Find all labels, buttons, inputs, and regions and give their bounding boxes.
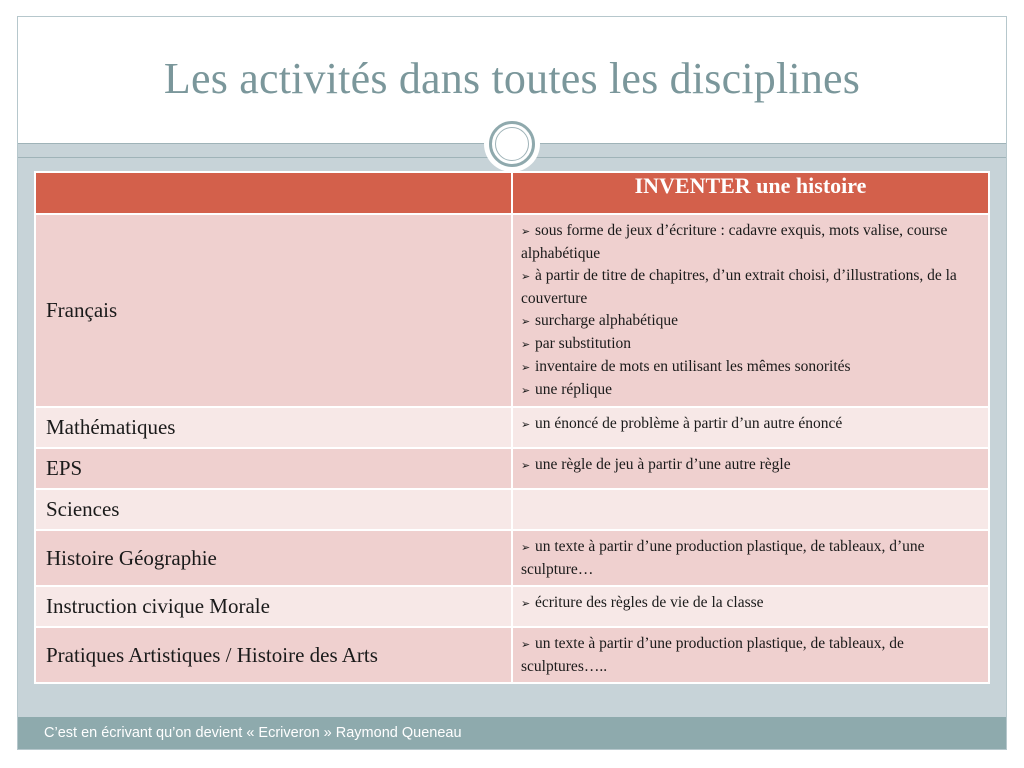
arrow-bullet-icon: ➢	[521, 315, 531, 328]
activity-text: sous forme de jeux d’écriture : cadavre exquis, mots valise, course alphabétique	[521, 222, 948, 262]
arrow-bullet-icon: ➢	[521, 418, 531, 431]
list-item	[521, 333, 980, 356]
activity-text: inventaire de mots en utilisant les mêmes sonorités	[535, 358, 851, 375]
activity-text: un texte à partir d’une production plastique, de tableaux, d’une sculpture…	[521, 538, 925, 578]
table-row	[35, 586, 989, 627]
subject-cell: Mathématiques	[35, 407, 512, 448]
footer-bar	[18, 717, 1006, 749]
activity-text: à partir de titre de chapitres, d’un extrait choisi, d’illustrations, de la couverture	[521, 267, 957, 307]
list-item	[521, 536, 980, 581]
activity-cell	[512, 627, 989, 683]
activity-text: surcharge alphabétique	[535, 312, 679, 329]
subject-cell: Instruction civique Morale	[35, 586, 512, 627]
list-item	[521, 265, 980, 310]
arrow-bullet-icon: ➢	[521, 225, 531, 238]
activity-cell	[512, 489, 989, 530]
list-item	[521, 310, 980, 333]
arrow-bullet-icon: ➢	[521, 597, 531, 610]
activity-text: écriture des règles de vie de la classe	[535, 594, 764, 611]
activity-text: par substitution	[535, 335, 632, 352]
activity-list	[521, 592, 980, 615]
footer-quote: C’est en écrivant qu’on devient « Ecriveron » Raymond Queneau	[44, 725, 462, 741]
arrow-bullet-icon: ➢	[521, 384, 531, 397]
table-row	[35, 489, 989, 530]
activity-text: une règle de jeu à partir d’une autre règle	[535, 456, 791, 473]
list-item	[521, 592, 980, 615]
slide	[17, 16, 1007, 750]
subject-cell: Sciences	[35, 489, 512, 530]
list-item	[521, 633, 980, 678]
activity-cell	[512, 530, 989, 586]
arrow-bullet-icon: ➢	[521, 638, 531, 651]
table-header-row	[35, 172, 989, 214]
list-item	[521, 454, 980, 477]
activity-list	[521, 220, 980, 402]
table-body	[35, 214, 989, 683]
activity-text: une réplique	[535, 381, 613, 398]
activity-cell	[512, 448, 989, 489]
header-subject-cell	[35, 172, 512, 214]
arrow-bullet-icon: ➢	[521, 270, 531, 283]
activity-list	[521, 536, 980, 581]
list-item	[521, 220, 980, 265]
activity-list	[521, 413, 980, 436]
list-item	[521, 413, 980, 436]
activity-cell	[512, 214, 989, 407]
table-row	[35, 214, 989, 407]
arrow-bullet-icon: ➢	[521, 459, 531, 472]
list-item	[521, 356, 980, 379]
table-row	[35, 627, 989, 683]
activities-table	[34, 171, 990, 684]
arrow-bullet-icon: ➢	[521, 541, 531, 554]
list-item	[521, 379, 980, 402]
activity-list	[521, 633, 980, 678]
slide-title: Les activités dans toutes les disciplines	[163, 54, 861, 103]
activity-text: un énoncé de problème à partir d’un autre énoncé	[535, 415, 843, 432]
subject-cell: EPS	[35, 448, 512, 489]
header-activity-cell: INVENTER une histoire	[512, 172, 989, 214]
table-row	[35, 448, 989, 489]
activity-text: un texte à partir d’une production plastique, de tableaux, de sculptures…..	[521, 635, 904, 675]
activity-cell	[512, 407, 989, 448]
activity-cell	[512, 586, 989, 627]
table-row	[35, 530, 989, 586]
arrow-bullet-icon: ➢	[521, 361, 531, 374]
arrow-bullet-icon: ➢	[521, 338, 531, 351]
subject-cell: Pratiques Artistiques / Histoire des Arts	[35, 627, 512, 683]
subject-cell: Français	[35, 214, 512, 407]
subject-cell: Histoire Géographie	[35, 530, 512, 586]
activity-list	[521, 454, 980, 477]
inner-circle-ornament-icon	[495, 127, 529, 161]
table-row	[35, 407, 989, 448]
